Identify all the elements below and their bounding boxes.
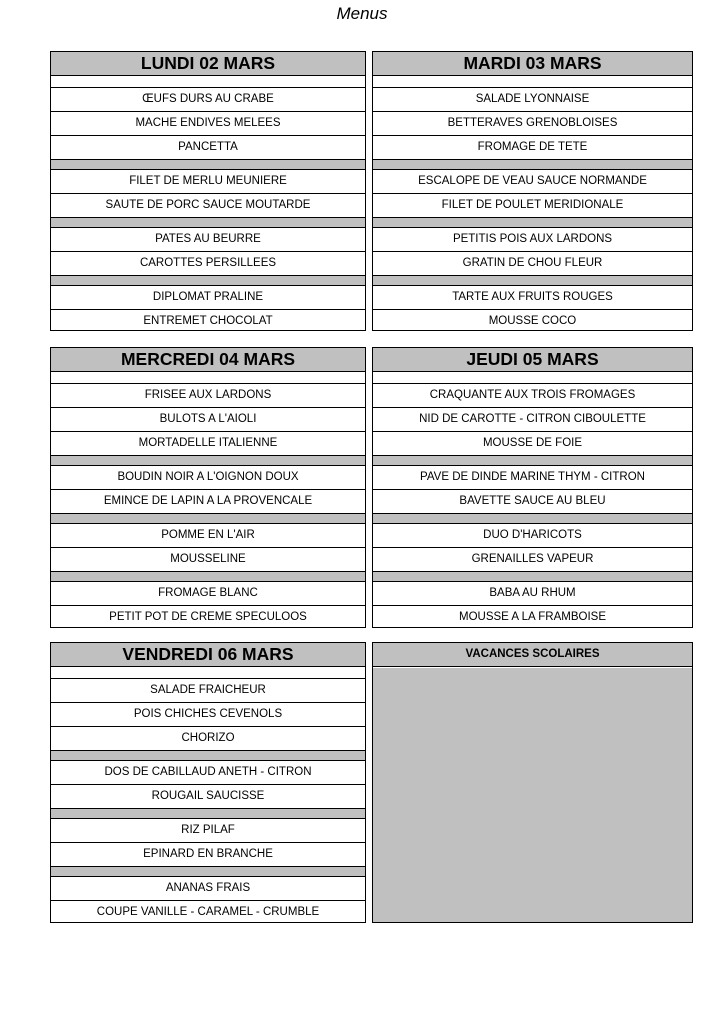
blank-row	[51, 372, 365, 384]
course-separator	[51, 751, 365, 761]
menu-item: ANANAS FRAIS	[51, 877, 365, 901]
menu-item: MOUSSE A LA FRAMBOISE	[459, 611, 606, 623]
course-separator	[373, 276, 692, 286]
menu-item: NID DE CAROTTE - CITRON CIBOULETTE	[373, 408, 692, 432]
course-group	[51, 170, 365, 218]
course-group	[51, 761, 365, 809]
course-group	[373, 88, 692, 160]
day-header: VENDREDI 06 MARS	[51, 643, 365, 667]
page-title: Menus	[336, 4, 388, 23]
course-group	[51, 88, 365, 160]
day-panel-tuesday	[372, 51, 693, 331]
day-header: MARDI 03 MARS	[373, 52, 692, 76]
menu-item: BABA AU RHUM	[373, 582, 692, 606]
menu-item: SAUTE DE PORC SAUCE MOUTARDE	[51, 194, 365, 218]
menu-item: FROMAGE DE TETE	[373, 136, 692, 160]
menu-item: BULOTS A L'AIOLI	[51, 408, 365, 432]
blank-row	[51, 667, 365, 679]
menu-item: PETITIS POIS AUX LARDONS	[373, 228, 692, 252]
menu-item: FILET DE POULET MERIDIONALE	[373, 194, 692, 218]
menu-item: ROUGAIL SAUCISSE	[51, 785, 365, 809]
course-group	[51, 679, 365, 751]
menu-item: BETTERAVES GRENOBLOISES	[373, 112, 692, 136]
menu-item: MOUSSE COCO	[488, 315, 577, 327]
course-group	[373, 524, 692, 572]
course-separator	[373, 160, 692, 170]
course-separator	[373, 514, 692, 524]
blank-row	[373, 372, 692, 384]
holiday-fill	[373, 668, 692, 922]
menu-item: ŒUFS DURS AU CRABE	[51, 88, 365, 112]
course-separator	[51, 160, 365, 170]
menu-item: CHORIZO	[51, 727, 365, 751]
course-separator	[51, 276, 365, 286]
menu-item: MORTADELLE ITALIENNE	[51, 432, 365, 456]
menu-item: ESCALOPE DE VEAU SAUCE NORMANDE	[373, 170, 692, 194]
day-panel-wednesday	[50, 347, 366, 628]
menu-item: PATES AU BEURRE	[51, 228, 365, 252]
menu-item: MACHE ENDIVES MELEES	[51, 112, 365, 136]
course-separator	[51, 867, 365, 877]
menu-item: ENTREMET CHOCOLAT	[143, 315, 273, 327]
course-group	[373, 466, 692, 514]
menu-item: POMME EN L'AIR	[51, 524, 365, 548]
menu-item: SALADE FRAICHEUR	[51, 679, 365, 703]
course-separator	[51, 572, 365, 582]
menu-item: EMINCE DE LAPIN A LA PROVENCALE	[51, 490, 365, 514]
course-group	[51, 877, 365, 924]
menu-item: TARTE AUX FRUITS ROUGES	[373, 286, 692, 310]
menu-item: RIZ PILAF	[51, 819, 365, 843]
course-separator	[51, 514, 365, 524]
course-group	[373, 384, 692, 456]
menu-item: FRISEE AUX LARDONS	[51, 384, 365, 408]
day-panel-friday	[50, 642, 366, 923]
blank-row	[51, 76, 365, 88]
holiday-panel	[372, 642, 693, 923]
course-group	[373, 170, 692, 218]
course-group	[373, 582, 692, 629]
menu-item: MOUSSELINE	[51, 548, 365, 572]
course-separator	[51, 456, 365, 466]
day-header: JEUDI 05 MARS	[373, 348, 692, 372]
course-group	[51, 819, 365, 867]
menu-item: POIS CHICHES CEVENOLS	[51, 703, 365, 727]
menu-item: PANCETTA	[51, 136, 365, 160]
menu-item: BAVETTE SAUCE AU BLEU	[373, 490, 692, 514]
course-group	[51, 286, 365, 333]
menu-item: DIPLOMAT PRALINE	[51, 286, 365, 310]
menu-item: COUPE VANILLE - CARAMEL - CRUMBLE	[96, 906, 320, 918]
day-header: MERCREDI 04 MARS	[51, 348, 365, 372]
course-separator	[373, 456, 692, 466]
course-group	[373, 228, 692, 276]
course-separator	[373, 572, 692, 582]
menu-item: PAVE DE DINDE MARINE THYM - CITRON	[373, 466, 692, 490]
course-separator	[51, 218, 365, 228]
menu-item: EPINARD EN BRANCHE	[51, 843, 365, 867]
course-group	[51, 524, 365, 572]
course-group	[51, 466, 365, 514]
course-group	[373, 286, 692, 333]
menu-item: FILET DE MERLU MEUNIERE	[51, 170, 365, 194]
holiday-header: VACANCES SCOLAIRES	[373, 643, 692, 667]
course-separator	[373, 218, 692, 228]
menu-item: BOUDIN NOIR A L'OIGNON DOUX	[51, 466, 365, 490]
course-group	[51, 384, 365, 456]
day-panel-monday	[50, 51, 366, 331]
day-panel-thursday	[372, 347, 693, 628]
blank-row	[373, 76, 692, 88]
menu-item: CRAQUANTE AUX TROIS FROMAGES	[373, 384, 692, 408]
course-group	[51, 228, 365, 276]
menu-item: MOUSSE DE FOIE	[373, 432, 692, 456]
menu-item: DOS DE CABILLAUD ANETH - CITRON	[51, 761, 365, 785]
menu-item: PETIT POT DE CREME SPECULOOS	[109, 611, 307, 623]
menu-item: FROMAGE BLANC	[51, 582, 365, 606]
menu-item: DUO D'HARICOTS	[373, 524, 692, 548]
day-header: LUNDI 02 MARS	[51, 52, 365, 76]
course-group	[51, 582, 365, 629]
course-separator	[51, 809, 365, 819]
menu-item: SALADE LYONNAISE	[373, 88, 692, 112]
menu-item: CAROTTES PERSILLEES	[51, 252, 365, 276]
menu-item: GRENAILLES VAPEUR	[373, 548, 692, 572]
menu-item: GRATIN DE CHOU FLEUR	[373, 252, 692, 276]
